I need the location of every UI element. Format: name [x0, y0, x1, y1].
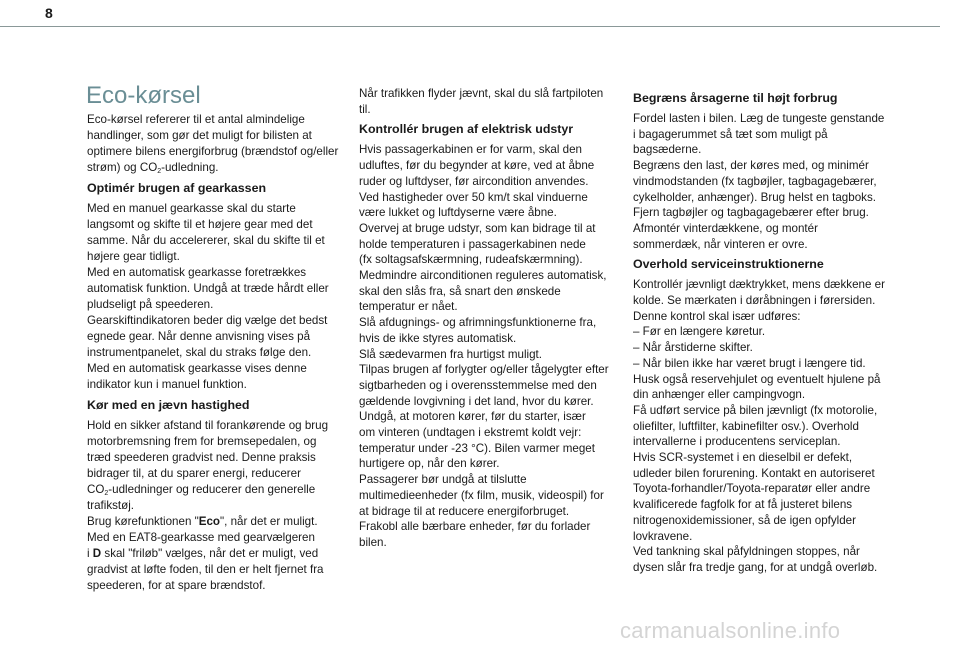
text-line: Denne kontrol skal især udføres: — [633, 309, 801, 323]
text-line: temperatur er nået. — [359, 300, 458, 314]
text-line: om vinteren (undtagen i ekstremt koldt vejr: — [359, 426, 582, 440]
text-line: Undgå, at motoren kører, før du starter, især — [359, 410, 586, 424]
bold-text: D — [92, 547, 102, 560]
text-line: udluftes, før du begynder at køre, ved at åbne — [359, 159, 595, 173]
section-heading: Overhold serviceinstruktionerne — [633, 257, 824, 272]
text-line: Ved tankning skal påfyldningen stoppes, når — [633, 545, 860, 559]
text-line: temperatur under -23 °C). Bilen varmer meget — [359, 441, 595, 455]
text-line: til. — [359, 102, 371, 116]
text-line: motorbremsning frem for bremsepedalen, og — [87, 435, 317, 448]
text-line: optimere bilens energiforbrug (brændstof og/eller — [87, 145, 339, 158]
text-line: intervallerne i producentens serviceplan. — [633, 435, 841, 449]
text-line: automatisk funktion. Undgå at træde hårdt eller — [87, 282, 329, 295]
text-line: Toyota-forhandler/Toyota-reparatør eller andre — [633, 482, 871, 496]
text-line: Fordel lasten i bilen. Læg de tungeste genstande — [633, 112, 885, 125]
section-heading: Optimér brugen af gearkassen — [87, 181, 267, 195]
text-line: kvalificerede fagfolk for at få justeret bilens — [633, 498, 853, 512]
text-line: (fx soltagsafskærmning, rudeafskærmning). — [359, 253, 583, 267]
text-line: Hvis passagerkabinen er for varm, skal den — [359, 143, 582, 157]
text-line: hurtigere op, når den kører. — [359, 457, 500, 471]
text-line: lovkravene. — [633, 529, 693, 543]
text-line: Begræns den last, der køres med, og minimér — [633, 159, 869, 173]
text-line: at bidrage til at reducere energiforbruget. — [359, 504, 570, 518]
text-line: Hold en sikker afstand til forankørende og brug — [87, 419, 329, 432]
text-line: Slå afdugnings- og afrimningsfunktionerne fra, — [359, 316, 597, 330]
paragraph — [87, 201, 362, 393]
text-line: nitrogenoxidemissioner, så de igen opfylder — [633, 513, 856, 527]
section-heading: Kør med en jævn hastighed — [87, 398, 250, 412]
bold-text: Eco — [198, 515, 221, 528]
text-line: sommerdæk, når vinteren er ovre. — [633, 237, 808, 251]
text-line: Slå sædevarmen fra hurtigst muligt. — [359, 347, 542, 361]
text-line: instrumentpanelet, skal du straks følge den. — [87, 346, 312, 359]
text-line: speederen, for at spare brændstof. — [87, 579, 266, 592]
text-line: – Før en længere køretur. — [633, 325, 766, 339]
text-line: Gearskiftindikatoren beder dig vælge det bedst — [87, 314, 328, 327]
text-line: højere gear tidligt. — [87, 250, 180, 263]
text-line: oliefilter, luftfilter, kabinefilter osv.). Overhold — [633, 419, 859, 433]
text-line: Overvej at bruge udstyr, som kan bidrage til at — [359, 221, 596, 235]
text-line: pludseligt på speederen. — [87, 298, 214, 311]
text-span: strøm) og CO — [87, 161, 158, 174]
column-1 — [87, 112, 362, 594]
text-span: skal "friløb" vælges, når det er muligt, ved — [101, 547, 319, 560]
text-line: vindmodstanden (fx tagbøjler, tagbagagebærer, — [633, 174, 877, 188]
text-line: bilen. — [359, 535, 387, 549]
text-line: skal den slås fra, så snart den ønskede — [359, 284, 561, 298]
text-line: handlinger, som gør det muligt for bilisten at — [87, 129, 312, 142]
text-line: multimedieenheder (fx film, musik, videospil) for — [359, 488, 604, 502]
text-line: hvis de ikke styres automatisk. — [359, 331, 517, 345]
column-3 — [633, 86, 908, 576]
text-line: Medmindre airconditionen reguleres automatisk, — [359, 269, 607, 283]
text-line: din anhænger eller campingvogn. — [633, 388, 806, 402]
text-line: træd speederen gradvist ned. Denne praksis — [87, 451, 316, 464]
text-line: dysen slår fra tredje gang, for at undgå overløb. — [633, 560, 878, 574]
text-line: trafikstøj. — [87, 499, 135, 512]
text-line — [87, 160, 362, 176]
text-span: -udledninger og reducerer den generelle — [108, 483, 316, 496]
text-span: -udledning. — [161, 161, 219, 174]
page-title: Eco-kørsel — [86, 82, 201, 109]
paragraph — [87, 418, 362, 594]
page-number: 8 — [45, 5, 53, 21]
text-span: CO — [87, 483, 105, 496]
column-2 — [359, 86, 634, 551]
text-line: holde temperaturen i passagerkabinen nede — [359, 237, 586, 251]
header-rule — [0, 26, 940, 27]
text-line: bidrager til, at du sparer energi, reducerer — [87, 467, 301, 480]
text-line — [87, 482, 362, 498]
text-line: cykelholder, anhænger). Brug helst en tagboks. — [633, 190, 876, 204]
text-line: kolde. Se mærkaten i døråbningen i førersiden. — [633, 294, 876, 308]
paragraph — [359, 142, 634, 550]
text-line: ruder og luftdyser, før aircondition anvendes. — [359, 174, 589, 188]
text-line — [87, 546, 362, 562]
section-heading: Begræns årsagerne til højt forbrug — [633, 91, 838, 105]
text-line: Med en automatisk gearkasse vises denne — [87, 362, 307, 375]
paragraph — [633, 111, 908, 252]
subscript: 2 — [157, 168, 162, 175]
paragraph — [87, 112, 362, 176]
text-line: Ved hastigheder over 50 km/t skal vinduerne — [359, 190, 588, 204]
text-line: Få udført service på bilen jævnligt (fx motorolie, — [633, 403, 878, 417]
section-heading: Kontrollér brugen af elektrisk udstyr — [359, 122, 574, 137]
text-line: Fjern tagbøjler og tagbagagebærer efter brug. — [633, 206, 869, 220]
text-line: Afmontér vinterdækkene, og montér — [633, 221, 818, 235]
text-line: Med en manuel gearkasse skal du starte — [87, 202, 296, 215]
text-line: være lukket og luftdyserne være åbne. — [359, 206, 557, 220]
text-line: – Når bilen ikke har været brugt i længere tid. — [633, 356, 866, 370]
text-line — [87, 514, 362, 530]
text-line: Med en EAT8-gearkasse med gearvælgeren — [87, 531, 315, 544]
paragraph — [359, 86, 634, 117]
text-span: Brug kørefunktionen " — [87, 515, 199, 528]
text-line: Hvis SCR-systemet i en dieselbil er defekt, — [633, 451, 853, 465]
subscript: 2 — [104, 490, 109, 497]
text-span: ", når det er muligt. — [220, 515, 318, 528]
text-line: indikator kun i manuel funktion. — [87, 378, 247, 391]
paragraph — [633, 277, 908, 575]
text-line: Husk også reservehjulet og eventuelt hjulene på — [633, 372, 881, 386]
text-line: Frakobl alle bærbare enheder, før du forlader — [359, 520, 591, 534]
text-line: sigtbarheden og i overensstemmelse med den — [359, 378, 597, 392]
watermark: carmanualsonline.info — [620, 618, 841, 643]
text-line: samme. Når du accelererer, skal du skifte til et — [87, 234, 325, 247]
text-line: Med en automatisk gearkasse foretrækkes — [87, 266, 307, 279]
text-line: – Når årstiderne skifter. — [633, 341, 753, 355]
text-line: bagsæderne. — [633, 143, 702, 157]
text-line: langsomt og skifte til et højere gear med det — [87, 218, 313, 231]
text-span: i — [87, 547, 93, 560]
text-line: Eco-kørsel refererer til et antal almindelige — [87, 113, 305, 126]
text-line: Kontrollér jævnligt dæktrykket, mens dækkene er — [633, 278, 885, 292]
text-line: gældende lovgivning i det land, hvor du kører. — [359, 394, 594, 408]
text-line: udleder bilen forurening. Kontakt en autoriseret — [633, 466, 875, 480]
text-line: Når trafikken flyder jævnt, skal du slå fartpiloten — [359, 87, 604, 100]
text-line: egnede gear. Når denne anvisning vises på — [87, 330, 311, 343]
text-line: gradvist at løfte foden, til den er helt fjernet fra — [87, 563, 324, 576]
text-line: Passagerer bør undgå at tilslutte — [359, 473, 527, 487]
text-line: i bagagerummet så tæt som muligt på — [633, 127, 828, 141]
text-line: Tilpas brugen af forlygter og/eller tågelygter efter — [359, 363, 609, 377]
